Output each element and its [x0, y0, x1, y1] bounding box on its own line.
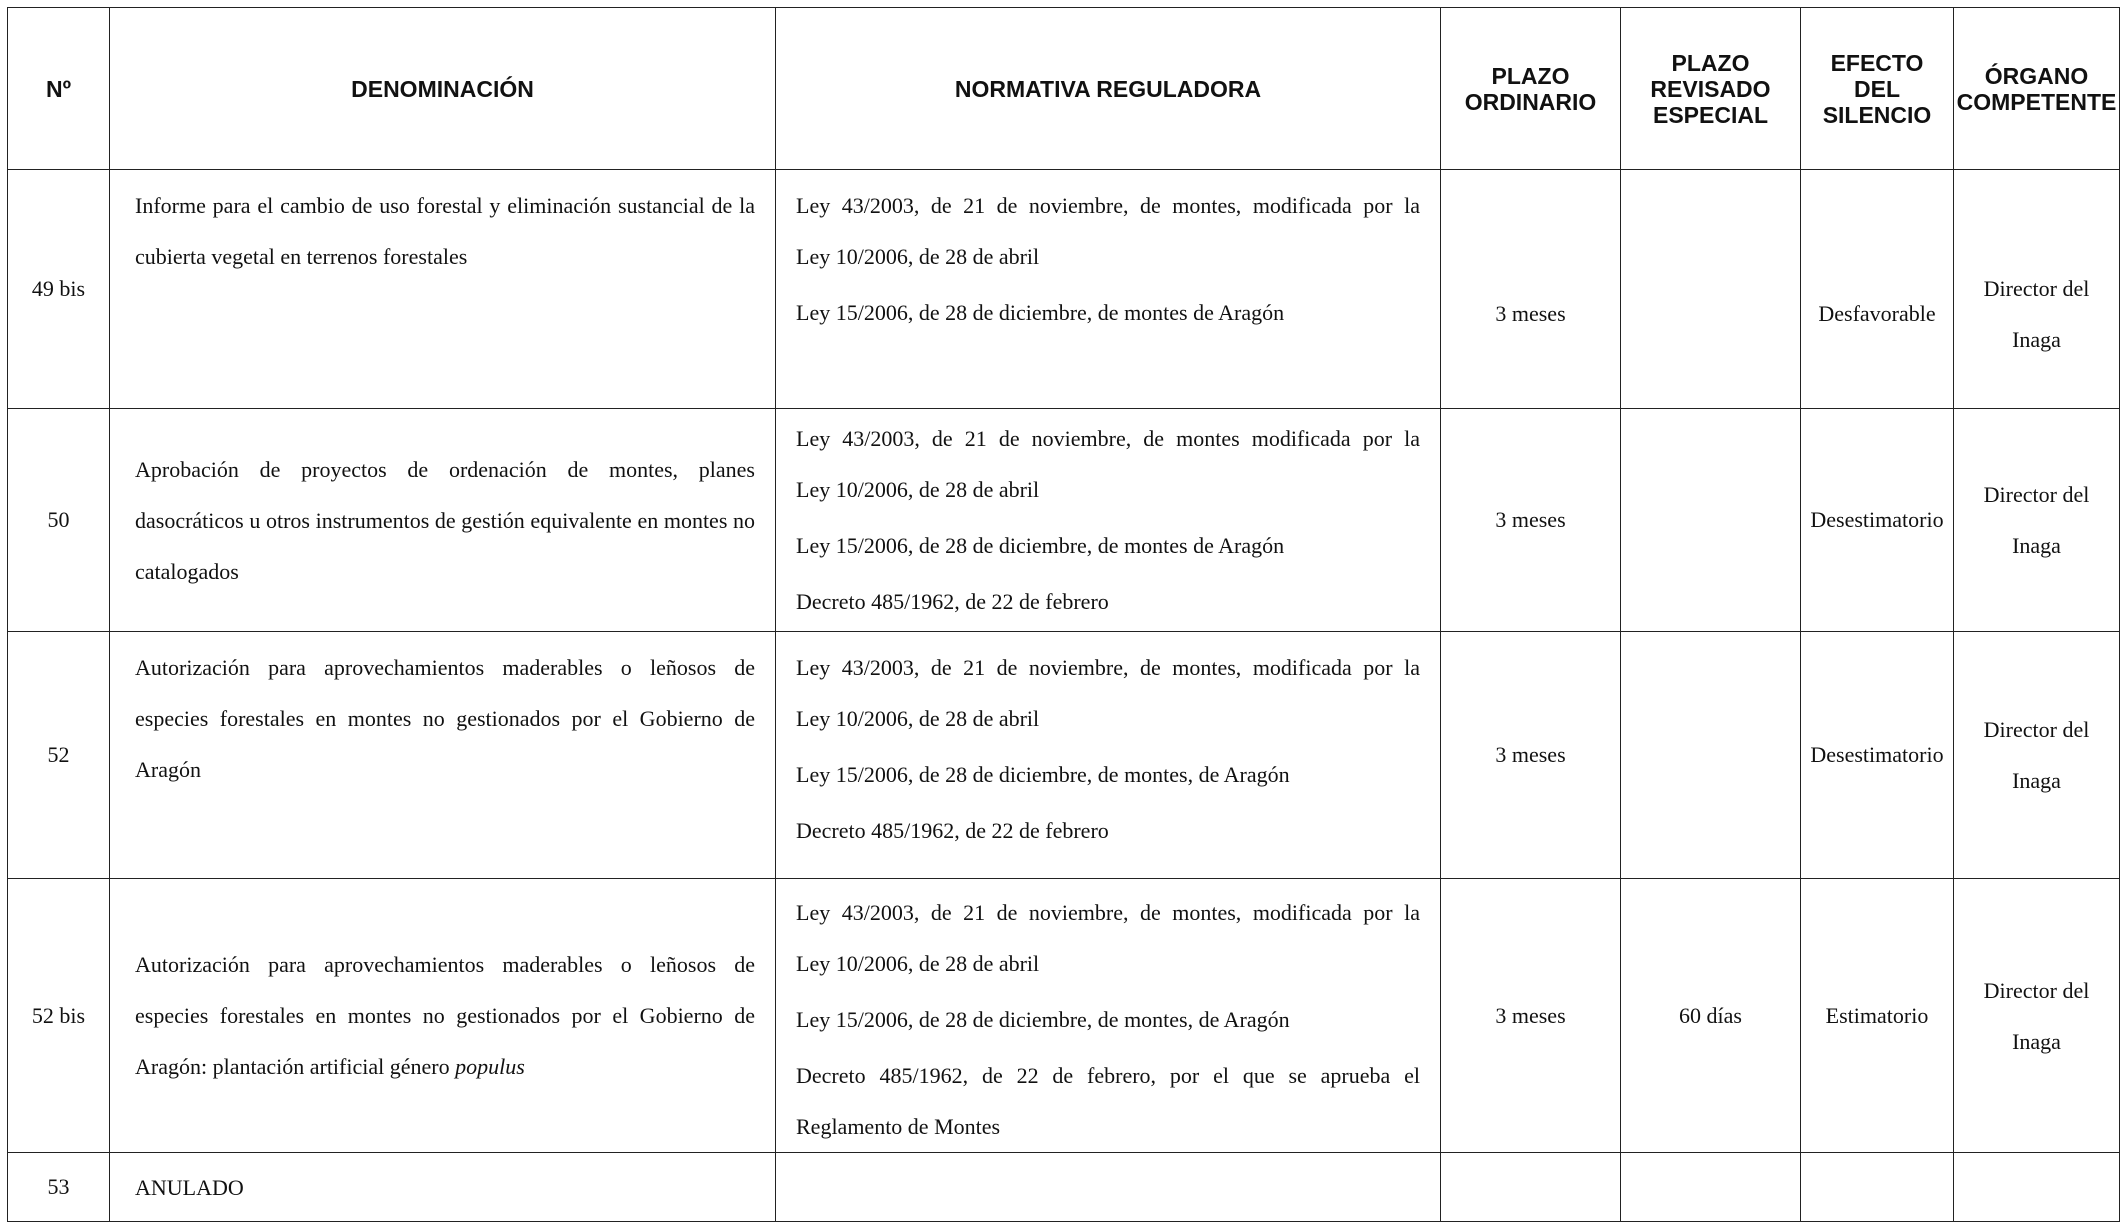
row-organo: Director del Inaga [1954, 632, 2120, 879]
normativa-line: Ley 15/2006, de 28 de diciembre, de montes, de Aragón [796, 762, 1290, 787]
row-denominacion: Informe para el cambio de uso forestal y eliminación sustancial de la cubierta vegetal en terrenos forestales [110, 170, 776, 409]
row-plazo-revisado [1621, 632, 1801, 879]
row-number: 53 [8, 1153, 110, 1222]
header-efecto-silencio: EFECTO DEL SILENCIO [1801, 8, 1954, 170]
row-organo: Director del Inaga [1954, 170, 2120, 409]
normativa-line: Ley 15/2006, de 28 de diciembre, de montes, de Aragón [796, 1007, 1290, 1032]
row-plazo-ordinario: 3 meses [1441, 879, 1621, 1153]
normativa-line: Decreto 485/1962, de 22 de febrero [796, 818, 1109, 843]
row-plazo-ordinario: 3 meses [1441, 632, 1621, 879]
table-row [8, 632, 2120, 879]
header-row [8, 8, 2120, 170]
normativa-line: Ley 43/2003, de 21 de noviembre, de montes, modificada por la [796, 655, 1420, 680]
row-normativa [776, 1153, 1441, 1222]
header-denominacion: DENOMINACIÓN [110, 8, 776, 170]
row-plazo-revisado [1621, 409, 1801, 632]
normativa-line: Ley 43/2003, de 21 de noviembre, de montes, modificada por la [796, 900, 1420, 925]
row-number: 52 [8, 632, 110, 879]
row-normativa [776, 632, 1441, 879]
row-organo: Director del Inaga [1954, 879, 2120, 1153]
row-denominacion: ANULADO [110, 1153, 776, 1222]
header-plazo-ordinario: PLAZO ORDINARIO [1441, 8, 1621, 170]
row-organo: Director del Inaga [1954, 409, 2120, 632]
row-plazo-ordinario [1441, 1153, 1621, 1222]
header-plazo-revisado: PLAZO REVISADO ESPECIAL [1621, 8, 1801, 170]
normativa-line: Ley 15/2006, de 28 de diciembre, de montes de Aragón [796, 300, 1285, 325]
table-row [8, 170, 2120, 409]
header-num: Nº [8, 8, 110, 170]
row-efecto-silencio: Estimatorio [1801, 879, 1954, 1153]
header-normativa: NORMATIVA REGULADORA [776, 8, 1441, 170]
row-normativa [776, 879, 1441, 1153]
row-plazo-ordinario: 3 meses [1441, 170, 1621, 409]
row-denominacion: Autorización para aprovechamientos maderables o leñosos de especies forestales en montes no gestionados por el Gobierno de Aragón: plantación artificial género populus [110, 879, 776, 1153]
table-row [8, 409, 2120, 632]
normativa-line: Ley 10/2006, de 28 de abril [796, 951, 1040, 976]
row-efecto-silencio: Desfavorable [1801, 170, 1954, 409]
row-plazo-revisado: 60 días [1621, 879, 1801, 1153]
row-denominacion: Aprobación de proyectos de ordenación de montes, planes dasocráticos u otros instrumentos de gestión equivalente en montes no catalogados [110, 409, 776, 632]
row-normativa [776, 409, 1441, 632]
row-number: 50 [8, 409, 110, 632]
row-number: 52 bis [8, 879, 110, 1153]
table-row [8, 879, 2120, 1153]
table-row [8, 1153, 2120, 1222]
row-denominacion: Autorización para aprovechamientos maderables o leñosos de especies forestales en montes no gestionados por el Gobierno de Aragón [110, 632, 776, 879]
row-efecto-silencio [1801, 1153, 1954, 1222]
normativa-line: Ley 10/2006, de 28 de abril [796, 244, 1040, 269]
normativa-line: Decreto 485/1962, de 22 de febrero, por el que se aprueba el [796, 1063, 1420, 1088]
normativa-line: Ley 10/2006, de 28 de abril [796, 477, 1040, 502]
row-number: 49 bis [8, 170, 110, 409]
row-efecto-silencio: Desestimatorio [1801, 409, 1954, 632]
normativa-line: Ley 43/2003, de 21 de noviembre, de montes, modificada por la [796, 193, 1420, 218]
header-organo-competente: ÓRGANO COMPETENTE [1954, 8, 2120, 170]
row-plazo-revisado [1621, 170, 1801, 409]
normativa-line: Ley 43/2003, de 21 de noviembre, de montes modificada por la [796, 426, 1420, 451]
italic-term: populus [455, 1054, 525, 1079]
normativa-line: Decreto 485/1962, de 22 de febrero [796, 589, 1109, 614]
row-normativa [776, 170, 1441, 409]
normativa-line: Reglamento de Montes [796, 1114, 1001, 1139]
normativa-line: Ley 10/2006, de 28 de abril [796, 706, 1040, 731]
row-organo [1954, 1153, 2120, 1222]
procedures-table [7, 7, 2120, 1222]
normativa-line: Ley 15/2006, de 28 de diciembre, de montes de Aragón [796, 533, 1285, 558]
row-plazo-ordinario: 3 meses [1441, 409, 1621, 632]
row-efecto-silencio: Desestimatorio [1801, 632, 1954, 879]
row-plazo-revisado [1621, 1153, 1801, 1222]
